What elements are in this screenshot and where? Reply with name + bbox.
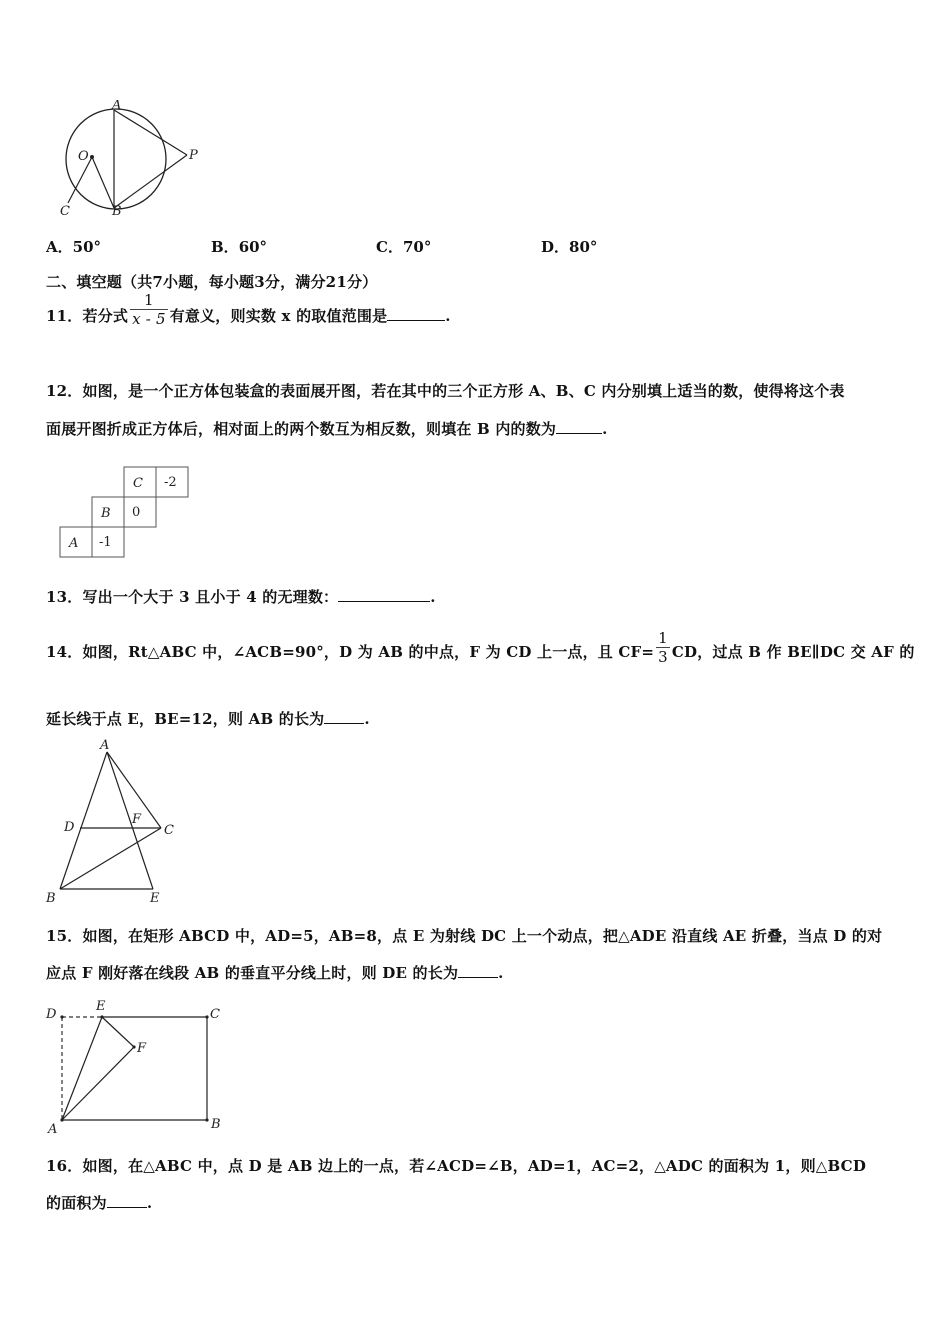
option-c[interactable]: C．70° (376, 238, 432, 256)
side-bc (60, 828, 161, 889)
line-ae (107, 752, 153, 889)
answer-blank-11[interactable] (387, 306, 445, 321)
segment-ef (102, 1017, 134, 1047)
tangent-pa (114, 110, 187, 155)
label-f: F (132, 812, 142, 827)
question-15-line1: 15．如图，在矩形 ABCD 中，AD=5，AB=8，点 E 为射线 DC 上一个动点，把△ADE 沿直线 AE 折叠，当点 D 的对 (46, 927, 883, 945)
answer-blank-12[interactable] (556, 419, 602, 434)
answer-blank-14[interactable] (324, 709, 364, 724)
fraction-14: $\frac{1}{3}$ (658, 628, 668, 666)
question-12-line2: 面展开图折成正方体后，相对面上的两个数互为相反数，则填在 B 内的数为 . (46, 420, 608, 438)
answer-blank-13[interactable] (338, 587, 430, 602)
label-b: B (211, 1117, 221, 1132)
cell-c-label: C (133, 476, 143, 491)
answer-blank-16[interactable] (107, 1193, 147, 1208)
label-a: A (112, 100, 122, 113)
label-f: F (137, 1041, 147, 1056)
label-e: E (96, 1000, 106, 1014)
question-16-line2: 的面积为 . (46, 1194, 153, 1212)
label-d: D (46, 1007, 57, 1022)
option-d[interactable]: D．80° (541, 238, 598, 256)
question-16-line1: 16．如图，在△ABC 中，点 D 是 AB 边上的一点，若∠ACD=∠B，AD=1，AC=2，△ADC 的面积为 1，则△BCD (46, 1157, 867, 1175)
label-p: P (189, 148, 198, 163)
cell-b-label: B (101, 506, 111, 521)
option-b[interactable]: B．60° (211, 238, 268, 256)
question-12-line1: 12．如图，是一个正方体包装盒的表面展开图，若在其中的三个正方形 A、B、C 内分别填上适当的数，使得将这个表 (46, 382, 845, 400)
cell-minus2-label: -2 (164, 475, 177, 490)
question-14-line1: 14．如图，Rt△ABC 中，∠ACB=90°，D 为 AB 的中点，F 为 CD 上一点，且 CF= $\frac{1}{3}$ CD，过点 B 作 BE∥DC 交 AF 的 (46, 628, 915, 666)
section-title: 二、填空题（共7小题，每小题3分，满分21分） (46, 273, 378, 291)
label-c: C (60, 204, 70, 219)
label-c: C (210, 1007, 220, 1022)
fold-line-ae (62, 1017, 102, 1120)
circle-tangent-figure (40, 100, 210, 222)
answer-blank-15[interactable] (458, 963, 498, 978)
label-b: B (46, 891, 56, 906)
question-15-line2: 应点 F 刚好落在线段 AB 的垂直平分线上时，则 DE 的长为 . (46, 964, 504, 982)
question-14-line2: 延长线于点 E，BE=12，则 AB 的长为 . (46, 710, 370, 728)
label-e: E (150, 891, 160, 906)
segment-ob (92, 157, 114, 208)
cube-net-figure (58, 465, 198, 560)
label-a: A (48, 1122, 58, 1136)
triangle-figure (40, 736, 185, 908)
cell-a-label: A (69, 536, 79, 551)
center-dot (90, 155, 94, 159)
question-13: 13．写出一个大于 3 且小于 4 的无理数： . (46, 588, 436, 606)
label-a: A (100, 738, 110, 753)
segment-af (62, 1047, 134, 1120)
fraction-11: $\frac{1}{x - 5}$ (132, 290, 166, 328)
question-11: 11．若分式 $\frac{1}{x - 5}$ 有意义，则实数 x 的取值范围是 . (46, 290, 451, 328)
cell-zero-label: 0 (132, 505, 141, 520)
label-o: O (78, 149, 89, 164)
cell-minus1-label: -1 (99, 535, 112, 550)
rectangle-fold-figure (40, 1000, 230, 1136)
option-a[interactable]: A．50° (46, 238, 102, 256)
label-c: C (164, 823, 174, 838)
label-b: B (112, 204, 122, 219)
tangent-pb (114, 155, 187, 208)
label-d: D (64, 820, 75, 835)
